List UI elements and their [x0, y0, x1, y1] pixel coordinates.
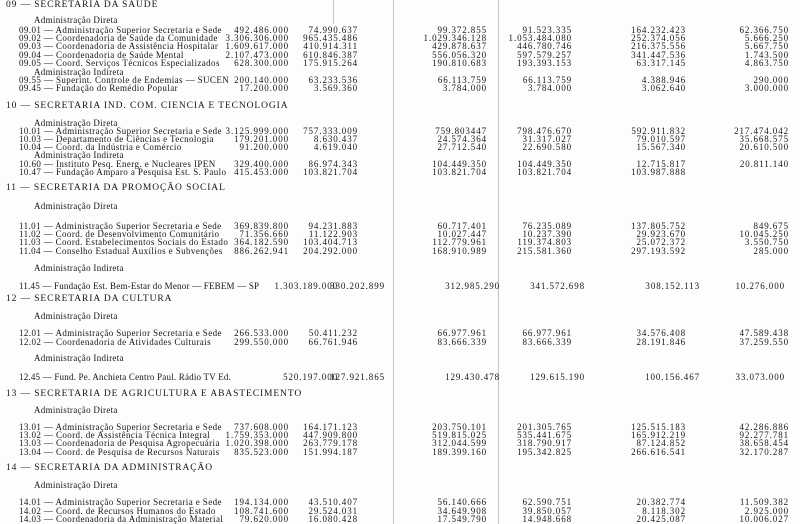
value-cell: 32.170.287 [739, 447, 789, 457]
value-cell: 27.712.540 [437, 142, 487, 152]
value-cell: 266.533.000 [234, 328, 289, 338]
value-cell: 43.510.407 [308, 497, 358, 507]
group-label: Administração Indireta [34, 67, 124, 77]
value-cell: 308.152.113 [645, 281, 700, 291]
row-label: 11.03 — Coord. Estabelecimentos Sociais do Estado [19, 237, 229, 247]
value-cell: 66.113.759 [437, 75, 487, 85]
value-cell: 965.435.486 [303, 33, 358, 43]
value-cell: 290.000 [753, 75, 789, 85]
group-label: Administração Indireta [34, 150, 124, 160]
value-cell: 415.453.000 [234, 167, 289, 177]
value-cell: 25.072.372 [636, 237, 686, 247]
value-cell: 63.317.145 [636, 58, 686, 68]
value-cell: 39.850.057 [522, 506, 572, 516]
value-cell: 151.994.187 [303, 447, 358, 457]
group-label: Administração Direta [34, 15, 118, 25]
value-cell: 3.569.360 [313, 83, 358, 93]
value-cell: 429.878.637 [432, 41, 487, 51]
value-cell: 1.053.484.080 [508, 33, 572, 43]
value-cell: 217.474.042 [734, 126, 789, 136]
row-label: 09.55 — Superint. Controle de Endemias — SUCEN [19, 75, 230, 85]
value-cell: 10.237.390 [522, 229, 572, 239]
value-cell: 29.524.031 [308, 506, 358, 516]
value-cell: 20.811.140 [739, 159, 789, 169]
row-label: 13.03 — Coordenadoria de Pesquisa Agropecuária [19, 438, 220, 448]
value-cell: 66.113.759 [522, 75, 572, 85]
row-label: 11.04 — Conselho Estadual Auxílios e Subvenções [19, 246, 223, 256]
value-cell: 492.486.000 [234, 25, 289, 35]
row-label: 12.01 — Administração Superior Secretaria e Sede [19, 328, 222, 338]
row-label: 09.04 — Coordenadoria de Saúde Mental [19, 50, 184, 60]
value-cell: 12.715.817 [636, 159, 686, 169]
value-cell: 34.649.908 [437, 506, 487, 516]
value-cell: 103.821.704 [303, 167, 358, 177]
value-cell: 1.303.189.000 [274, 281, 338, 291]
value-cell: 3.784.000 [442, 83, 487, 93]
column-rule [333, 0, 334, 24]
row-label: 12.45 — Fund. Pe. Anchieta Centro Paul. Rádio TV Ed. [19, 372, 232, 382]
value-cell: 104.449.350 [517, 159, 572, 169]
table-row [0, 83, 800, 93]
value-cell: 193.393.153 [517, 58, 572, 68]
value-cell: 341.447.536 [631, 50, 686, 60]
value-cell: 14.948.668 [522, 514, 572, 524]
table-row [0, 281, 800, 291]
value-cell: 83.666.339 [437, 337, 487, 347]
value-cell: 4.619.040 [313, 142, 358, 152]
value-cell: 34.576.408 [636, 328, 686, 338]
value-cell: 535.441.675 [517, 430, 572, 440]
value-cell: 628.300.000 [234, 58, 289, 68]
value-cell: 835.523.000 [234, 447, 289, 457]
group-label: Administração Direta [34, 311, 118, 321]
value-cell: 2.925.000 [744, 506, 789, 516]
value-cell: 103.987.888 [631, 167, 686, 177]
row-label: 13.02 — Coord. de Assistência Técnica Integral [19, 430, 211, 440]
value-cell: 165.912.219 [631, 430, 686, 440]
value-cell: 5.666.250 [744, 33, 789, 43]
value-cell: 119.374.803 [517, 237, 572, 247]
value-cell: 757.333.009 [303, 126, 358, 136]
value-cell: 201.305.765 [517, 422, 572, 432]
value-cell: 50.411.232 [308, 328, 358, 338]
value-cell: 3.306.306.000 [225, 33, 289, 43]
value-cell: 8.630.437 [313, 134, 358, 144]
value-cell: 1.609.617.000 [225, 41, 289, 51]
row-label: 09.45 — Fundação do Remédio Popular [19, 83, 178, 93]
value-cell: 15.567.340 [636, 142, 686, 152]
value-cell: 1.743.500 [744, 50, 789, 60]
value-cell: 312.985.290 [445, 281, 500, 291]
value-cell: 129.430.478 [445, 372, 500, 382]
value-cell: 47.589.438 [739, 328, 789, 338]
row-label: 09.05 — Coord. Serviços Técnicos Especializados [19, 58, 220, 68]
row-label: 14.02 — Coord. de Recursos Humanos do Estado [19, 506, 216, 516]
value-cell: 252.374.056 [631, 33, 686, 43]
row-label: 10.60 — Instituto Pesq. Energ. e Nucleares IPEN [19, 159, 216, 169]
value-cell: 556.056.320 [432, 50, 487, 60]
row-label: 10.47 — Fundação Amparo a Pesquisa Est. S. Paulo [19, 167, 227, 177]
value-cell: 341.572.698 [530, 281, 585, 291]
value-cell: 592.911.832 [631, 126, 686, 136]
value-cell: 20.382.774 [636, 497, 686, 507]
value-cell: 103.821.704 [517, 167, 572, 177]
value-cell: 299.550.000 [234, 337, 289, 347]
value-cell: 63.233.536 [308, 75, 358, 85]
section-header: 14 — SECRETARIA DA ADMINISTRAÇÃO [6, 463, 213, 473]
value-cell: 38.658.454 [739, 438, 789, 448]
value-cell: 66.977.961 [522, 328, 572, 338]
group-label: Administração Direta [34, 118, 118, 128]
value-cell: 369.839.800 [234, 221, 289, 231]
value-cell: 56.140.666 [437, 497, 487, 507]
section-header: 12 — SECRETARIA DA CULTURA [6, 294, 173, 304]
value-cell: 10.006.027 [739, 514, 789, 524]
row-label: 13.04 — Coord. de Pesquisa de Recursos Naturais [19, 447, 220, 457]
value-cell: 318.790.917 [517, 438, 572, 448]
row-label: 13.01 — Administração Superior Secretaria e Sede [19, 422, 222, 432]
row-label: 11.01 — Administração Superior Secretaria e Sede [19, 221, 222, 231]
value-cell: 104.449.350 [432, 159, 487, 169]
value-cell: 597.579.257 [517, 50, 572, 60]
value-cell: 3.125.999.000 [225, 126, 289, 136]
value-cell: 204.292.000 [303, 246, 358, 256]
table-row [0, 246, 800, 256]
group-label: Administração Direta [34, 201, 118, 211]
value-cell: 285.000 [753, 246, 789, 256]
value-cell: 22.690.580 [522, 142, 572, 152]
value-cell: 759.803447 [435, 126, 487, 136]
value-cell: 10.027.447 [437, 229, 487, 239]
value-cell: 125.515.183 [631, 422, 686, 432]
value-cell: 798.476.670 [517, 126, 572, 136]
section-header: 13 — SECRETARIA DE AGRICULTURA E ABASTECIMENTO [6, 389, 303, 399]
value-cell: 164.171.123 [303, 422, 358, 432]
value-cell: 10.045.250 [739, 229, 789, 239]
value-cell: 71.356.660 [239, 229, 289, 239]
value-cell: 74.990.637 [308, 25, 358, 35]
value-cell: 83.666.339 [522, 337, 572, 347]
section-header: 10 — SECRETARIA IND. COM. CIENCIA E TECNOLOGIA [6, 101, 289, 111]
row-label: 10.01 — Administração Superior Secretaria e Sede [19, 126, 222, 136]
value-cell: 200.140.000 [234, 75, 289, 85]
section-header: 11 — SECRETARIA DA PROMOÇÃO SOCIAL [6, 183, 226, 193]
value-cell: 129.615.190 [530, 372, 585, 382]
value-cell: 297.193.592 [631, 246, 686, 256]
value-cell: 3.062.640 [641, 83, 686, 93]
value-cell: 216.375.556 [631, 41, 686, 51]
value-cell: 79.010.597 [636, 134, 686, 144]
value-cell: 79.620.000 [239, 514, 289, 524]
value-cell: 1.020.398.000 [225, 438, 289, 448]
value-cell: 17.549.790 [437, 514, 487, 524]
value-cell: 99.372.855 [437, 25, 487, 35]
value-cell: 168.910.989 [432, 246, 487, 256]
value-cell: 215.581.360 [517, 246, 572, 256]
table-row [0, 372, 800, 382]
group-label: Administração Direta [34, 405, 118, 415]
value-cell: 164.232.423 [631, 25, 686, 35]
value-cell: 849.675 [753, 221, 789, 231]
value-cell: 11.509.382 [739, 497, 789, 507]
value-cell: 66.977.961 [437, 328, 487, 338]
value-cell: 92.277.781 [739, 430, 789, 440]
value-cell: 66.761.946 [308, 337, 358, 347]
value-cell: 24.574.364 [437, 134, 487, 144]
value-cell: 86.974.343 [308, 159, 358, 169]
value-cell: 17.200.000 [239, 83, 289, 93]
value-cell: 446.780.746 [517, 41, 572, 51]
value-cell: 520.197.000 [283, 372, 338, 382]
value-cell: 103.821.704 [432, 167, 487, 177]
value-cell: 60.717.401 [437, 221, 487, 231]
value-cell: 195.342.825 [517, 447, 572, 457]
value-cell: 266.616.541 [631, 447, 686, 457]
value-cell: 263.779.178 [303, 438, 358, 448]
row-label: 09.01 — Administração Superior Secretaria e Sede [19, 25, 222, 35]
value-cell: 76.235.089 [522, 221, 572, 231]
value-cell: 137.805.752 [631, 221, 686, 231]
row-label: 12.02 — Coordenadoria de Atividades Culturais [19, 337, 211, 347]
row-label: 14.01 — Administração Superior Secretaria e Sede [19, 497, 222, 507]
row-label: 11.02 — Coord. de Desenvolvimento Comunitário [19, 229, 220, 239]
value-cell: 610.846.387 [303, 50, 358, 60]
value-cell: 4.388.946 [641, 75, 686, 85]
group-label: Administração Direta [34, 480, 118, 490]
value-cell: 37.259.550 [739, 337, 789, 347]
value-cell: 35.668.575 [739, 134, 789, 144]
value-cell: 10.276.000 [735, 281, 785, 291]
value-cell: 3.000.000 [744, 83, 789, 93]
row-label: 10.03 — Departamento de Ciências e Tecnologia [19, 134, 214, 144]
value-cell: 31.317.027 [522, 134, 572, 144]
value-cell: 108.741.600 [234, 506, 289, 516]
section-header: 09 — SECRETARIA DA SAUDE [6, 0, 159, 10]
row-label: 14.03 — Coordenadoria da Administração Material [19, 514, 224, 524]
value-cell: 94.231.883 [308, 221, 358, 231]
value-cell: 1.029.346.128 [423, 33, 487, 43]
value-cell: 189.399.160 [432, 447, 487, 457]
table-row [0, 337, 800, 347]
value-cell: 20.425.087 [636, 514, 686, 524]
value-cell: 16.080.428 [308, 514, 358, 524]
table-row [0, 167, 800, 177]
row-label: 11.45 — Fundação Est. Bem-Estar do Menor — FEBEM — SP [19, 281, 260, 291]
value-cell: 29.923.670 [636, 229, 686, 239]
value-cell: 447.909.800 [303, 430, 358, 440]
value-cell: 4.863.750 [744, 58, 789, 68]
value-cell: 20.610.500 [739, 142, 789, 152]
value-cell: 62.590.751 [522, 497, 572, 507]
value-cell: 127.921.865 [330, 372, 385, 382]
value-cell: 62.366.750 [739, 25, 789, 35]
value-cell: 8.118.302 [642, 506, 686, 516]
value-cell: 886.262.941 [234, 246, 289, 256]
value-cell: 175.915.264 [303, 58, 358, 68]
value-cell: 103.404.713 [303, 237, 358, 247]
value-cell: 364.182.590 [234, 237, 289, 247]
value-cell: 91.523.335 [522, 25, 572, 35]
value-cell: 3.784.000 [527, 83, 572, 93]
value-cell: 190.810.683 [432, 58, 487, 68]
value-cell: 5.667.750 [744, 41, 789, 51]
table-row [0, 514, 800, 524]
row-label: 09.03 — Coordenadoria de Assistência Hospitalar [19, 41, 219, 51]
row-label: 10.04 — Coord. da Indústria e Comércio [19, 142, 182, 152]
group-label: Administração Indireta [34, 263, 124, 273]
row-label: 09.02 — Coordenadoria de Saúde da Comunidade [19, 33, 218, 43]
value-cell: 519.815.025 [432, 430, 487, 440]
value-cell: 33.073.000 [735, 372, 785, 382]
value-cell: 203.750.101 [432, 422, 487, 432]
value-cell: 330.202.899 [330, 281, 385, 291]
value-cell: 2.107.473.000 [225, 50, 289, 60]
group-label: Administração Indireta [34, 353, 124, 363]
value-cell: 312.044.599 [432, 438, 487, 448]
value-cell: 737.608.000 [234, 422, 289, 432]
value-cell: 91.200.000 [239, 142, 289, 152]
value-cell: 42.286.886 [739, 422, 789, 432]
value-cell: 329.400.000 [234, 159, 289, 169]
value-cell: 100.156.467 [645, 372, 700, 382]
value-cell: 28.191.846 [636, 337, 686, 347]
value-cell: 179.201.000 [234, 134, 289, 144]
value-cell: 410.914.311 [303, 41, 358, 51]
value-cell: 11.122.903 [308, 229, 358, 239]
value-cell: 112.779.961 [432, 237, 487, 247]
value-cell: 87.124.852 [636, 438, 686, 448]
table-row [0, 447, 800, 457]
value-cell: 3.550.750 [744, 237, 789, 247]
value-cell: 194.134.000 [234, 497, 289, 507]
value-cell: 1.759.353.000 [225, 430, 289, 440]
